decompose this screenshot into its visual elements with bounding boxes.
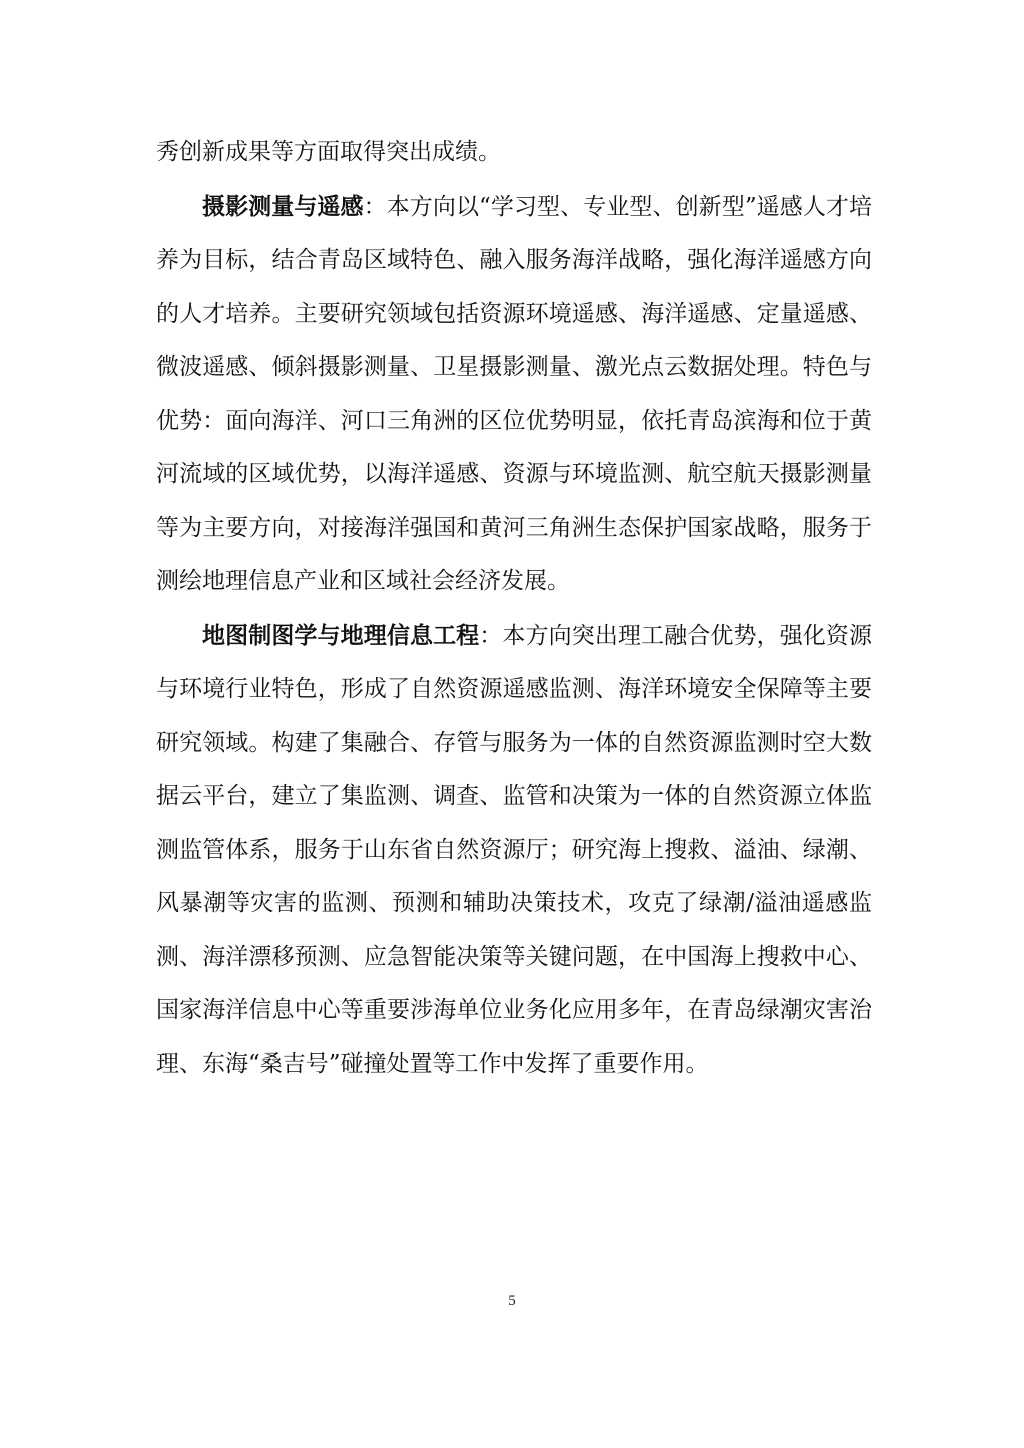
section-paragraph-photogrammetry <box>156 180 872 609</box>
section-heading-photogrammetry: 摄影测量与遥感 <box>202 192 364 220</box>
intro-paragraph <box>156 126 872 180</box>
section-body-cartography: 本方向突出理工融合优势，强化资源与环境行业特色，形成了自然资源遥感监测、海洋环境安全保障等主要研究领域。构建了集融合、存管与服务为一体的自然资源监测时空大数据云平台，建立了集监测、调查、监管和决策为一体的自然资源立体监测监管体系，服务于山东省自然资源厅；研究海上搜救、溢油、绿潮、风暴潮等灾害的监测、预测和辅助决策技术，攻克了绿潮/溢油遥感监测、海洋漂移预测、应急智能决策等关键问题，在中国海上搜救中心、国家海洋信息中心等重要涉海单位业务化应用多年，在青岛绿潮灾害治理、东海“桑吉号”碰撞处置等工作中发挥了重要作用。 <box>156 622 873 1077</box>
section-heading-cartography: 地图制图学与地理信息工程 <box>202 621 480 649</box>
section-paragraph-cartography <box>156 609 872 1092</box>
body-text <box>156 126 872 1091</box>
section-body-photogrammetry: 本方向以“学习型、专业型、创新型”遥感人才培养为目标，结合青岛区域特色、融入服务海洋战略，强化海洋遥感方向的人才培养。主要研究领域包括资源环境遥感、海洋遥感、定量遥感、微波遥感、倾斜摄影测量、卫星摄影测量、激光点云数据处理。特色与优势：面向海洋、河口三角洲的区位优势明显，依托青岛滨海和位于黄河流域的区域优势，以海洋遥感、资源与环境监测、航空航天摄影测量等为主要方向，对接海洋强国和黄河三角洲生态保护国家战略，服务于测绘地理信息产业和区域社会经济发展。 <box>156 193 873 594</box>
intro-text: 秀创新成果等方面取得突出成绩。 <box>156 139 501 165</box>
section-separator: ： <box>479 622 503 649</box>
page-number: 5 <box>508 1293 516 1309</box>
section-separator: ： <box>363 193 387 220</box>
